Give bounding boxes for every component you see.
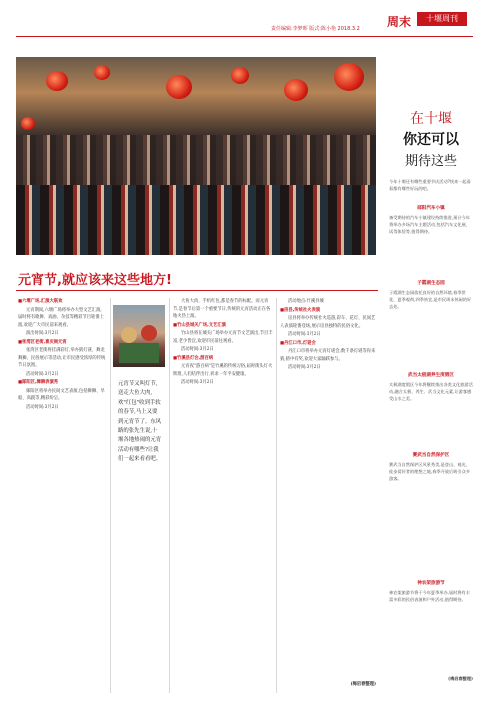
section-heading: ■六堰广场,汇演大联欢 [18, 299, 63, 304]
section-heading: ■竹溪县灯会,游百病 [173, 355, 214, 361]
sidebar-title [392, 108, 470, 169]
article-column [18, 298, 106, 693]
sidebar-heading: 武当太极湖养生度假区 [408, 373, 454, 378]
lantern-icon [21, 117, 35, 130]
article-paragraph: 元宵夜"游百病"是竹溪的传统习俗,届时街头灯火辉煌,人们结伴出行,祈求一年平安健康。 [173, 364, 273, 377]
article-paragraph: 活动时间:3月2日 [288, 365, 321, 370]
sidebar-intro: 今年十堰还有哪些重要节庆活动?快来一起看看都有哪些好玩的吧。 [389, 179, 471, 191]
lantern-festival-photo [16, 57, 376, 255]
photo-caption: 元宵节又叫灯节,送走大鱼大肉,欢"红包"收到手软的春节,马上又要到元宵节了。东风路的张先生说,十堰各地热闹的元宵活动有哪些?让我们一起来看看吧。 [118, 381, 162, 463]
article-paragraph: 大鱼大肉、手机红包,都是春节的标配。而元宵节,是春节后第一个重要节日,传统的元宵活动正在各地火热上演。 [173, 299, 271, 319]
crowd-foreground [16, 185, 376, 255]
sidebar-heading: 子霞湖生态园 [417, 281, 445, 286]
page-header [16, 6, 473, 37]
sidebar-heading: 赛武当自然保护区 [412, 453, 450, 458]
lantern-icon [231, 67, 249, 84]
section-heading: ■郧阳区,舞狮表演秀 [18, 380, 59, 385]
mascot-head-icon [141, 325, 157, 341]
mascot-head-icon [121, 327, 137, 343]
lantern-icon [284, 79, 308, 101]
lantern-icon [334, 63, 364, 91]
article-paragraph: 活动时间:3月2日 [181, 347, 214, 352]
article-paragraph: 活动时间:3月2日 [181, 380, 214, 385]
sidebar-byline: (梅启春整理) [448, 676, 473, 681]
section-heading: ■房县,传统社火表演 [280, 307, 321, 313]
article-paragraph: 房县将举办传统社火巡游,彩车、花灯、民间艺人表演轮番登场,展示房县独特的民俗文化。 [280, 316, 376, 329]
article-paragraph: 活动时间:3月2日 [26, 371, 59, 377]
column-divider [169, 298, 170, 693]
article-paragraph: 郧阳区将举办民间文艺表演,包括舞狮、旱船、高跷等,精彩纷呈。 [18, 388, 105, 401]
article-byline: (梅启春整理) [350, 682, 376, 687]
column-divider [110, 298, 111, 693]
article-column [173, 298, 273, 693]
section-badge: 十堰周刊 [417, 12, 467, 26]
sidebar-text: 备受期待的汽车小镇建设持续推进,预计今年将举办多场汽车主题活动,包括汽车文化展、试驾体验等,值得期待。 [389, 215, 470, 234]
article-paragraph: 演出时间:3月2日 [26, 331, 59, 336]
section-heading: ■张湾区老街,喜庆闹元宵 [18, 339, 67, 345]
sidebar-title-line1: 在十堰 [410, 111, 452, 127]
sidebar-title-line2: 你还可以 [403, 132, 459, 148]
mascot-body [119, 343, 159, 363]
column-divider [276, 298, 277, 693]
section-heading: ■丹江口市,灯谜会 [280, 340, 316, 346]
header-credits: 责任编辑:李梦晖 版式:陈小艳 2018.3.2 [271, 26, 360, 32]
sidebar-text: 赛武当自然保护区风景秀美,是登山、观光、徒步爱好者的理想之地,春季开放后吸引众多游客。 [389, 462, 470, 481]
article-paragraph: 竹山县将在城关广场举办元宵节文艺演出,节目丰富,老少皆宜,欢迎市民前往观看。 [173, 331, 273, 344]
section-heading: ■竹山县城关广场,文艺汇演 [173, 322, 226, 328]
sidebar-heading: 神农架旅游节 [417, 581, 445, 586]
article-paragraph: 活动时间:3月2日 [26, 404, 59, 410]
article-paragraph: 活动时间:3月2日 [288, 332, 321, 337]
sidebar-text: 神农架旅游节将于今年夏季举办,届时将有丰富多彩的民俗表演和户外活动,值得期待。 [389, 590, 470, 602]
headline-rule [16, 290, 378, 291]
lantern-icon [166, 75, 192, 99]
sidebar-title-line3: 期待这些 [404, 154, 457, 169]
lantern-mascot-photo [113, 305, 165, 367]
article-paragraph: 张湾区老街将挂满彩灯,举办猜灯谜、舞龙舞狮、民俗展示等活动,让市民感受浓厚的传统节日氛围。 [18, 348, 106, 368]
section-title: 周末 [386, 15, 411, 29]
sidebar-text: 太极湖度假区今年将继续推出各类文化旅游活动,融合太极、养生、武当文化元素,让游客感受山水之美。 [389, 382, 473, 401]
lantern-icon [46, 71, 68, 91]
article-paragraph: 元宵期间,六堰广场将举办大型文艺汇演,届时将有歌舞、戏曲、杂技等精彩节目轮番上演,欢迎广大市民前来观看。 [18, 307, 104, 328]
lantern-icon [94, 65, 110, 80]
article-headline: 元宵节,就应该来这些地方! [18, 273, 172, 288]
article-paragraph: 丹江口市将举办元宵灯谜会,数千条灯谜等你来猜,猜中有奖,欢迎大家踊跃参与。 [280, 349, 376, 362]
article-column [280, 298, 376, 678]
article-paragraph: 活动地点:竹溪县城 [288, 299, 324, 304]
sidebar-text: 子霞湖生态园依托良好的自然环境,春季赏花、夏季观荷,四季皆宜,是市民周末休闲的好去处。 [389, 290, 472, 309]
sidebar-heading: 郧阳汽车小镇 [417, 206, 445, 211]
